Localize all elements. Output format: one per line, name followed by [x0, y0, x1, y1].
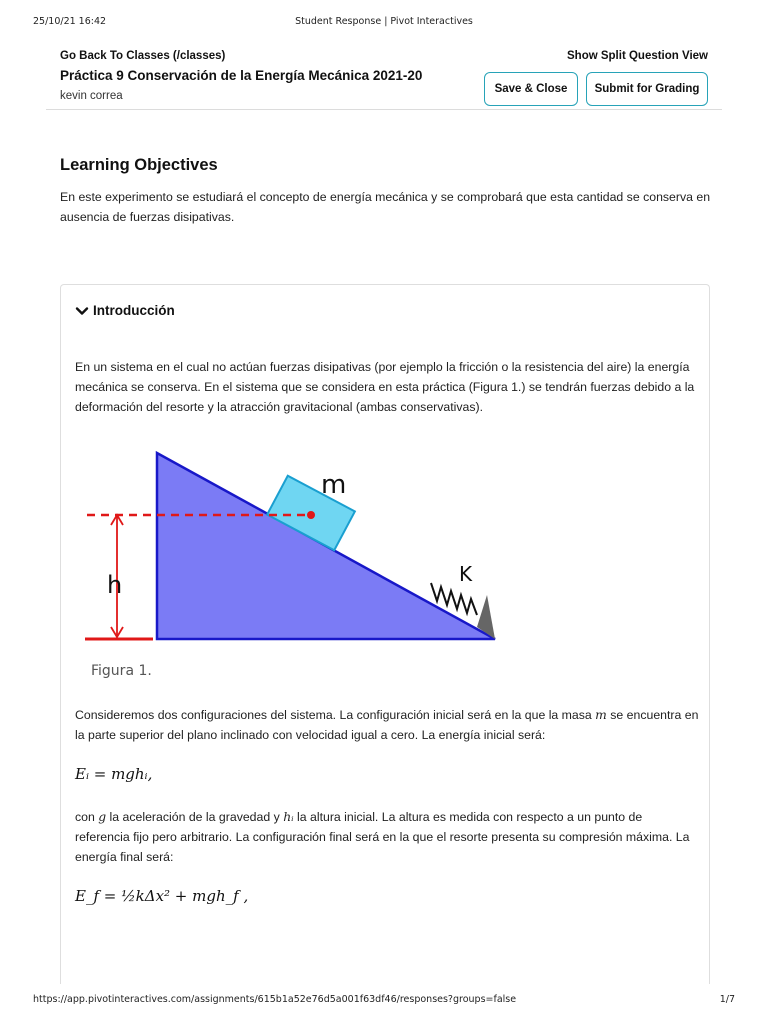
figure-inclined-plane — [79, 445, 509, 685]
learning-objectives-text: En este experimento se estudiará el concepto de energía mecánica y se comprobará que esta cantidad se conserva en ausencia de fuerzas disipativas. — [60, 190, 711, 224]
print-page-number: 1/7 — [719, 994, 735, 1005]
figure-caption: Figura 1. — [91, 663, 152, 679]
student-name: kevin correa — [60, 90, 123, 102]
equation-final-energy: E_f = ½kΔx² + mgh_f , — [75, 887, 249, 905]
print-header — [0, 16, 768, 30]
chevron-down-icon — [75, 304, 89, 318]
figure-label-height: h — [107, 571, 123, 599]
introduction-toggle[interactable] — [75, 303, 175, 318]
introduction-paragraph-3: con g la aceleración de la gravedad y hᵢ la altura inicial. La altura es medida con respecto a un punto de referencia fijo pero arbitrario. La configuración final será en la que el resorte presenta su compresión máxima. La energía final será: — [75, 810, 690, 864]
print-document-title: Student Response | Pivot Interactives — [295, 16, 473, 27]
figure-label-spring: K — [459, 562, 473, 586]
save-close-button[interactable]: Save & Close — [484, 72, 578, 106]
print-footer — [0, 994, 768, 1008]
center-of-mass-dot — [307, 511, 315, 519]
equation-initial-energy: Eᵢ = mghᵢ, — [75, 765, 153, 783]
submit-for-grading-button[interactable]: Submit for Grading — [586, 72, 708, 106]
assignment-title: Práctica 9 Conservación de la Energía Mecánica 2021-20 — [60, 68, 423, 83]
learning-objectives-heading: Learning Objectives — [60, 156, 218, 174]
introduction-section — [60, 284, 710, 984]
introduction-paragraph-1: En un sistema en el cual no actúan fuerzas disipativas (por ejemplo la fricción o la resistencia del aire) la energía mecánica se conserva. En el sistema que se considera en esta práctica (Figura 1.) se tendrán fuerzas debido a la deformación del resorte y la atracción gravitacional (ambas conservativas). — [75, 360, 695, 414]
introduction-paragraph-2: Consideremos dos configuraciones del sistema. La configuración inicial será en la que la masa m se encuentra en la parte superior del plano inclinado con velocidad igual a cero. La energía inicial será: — [75, 708, 699, 742]
back-to-classes-link[interactable]: Go Back To Classes (/classes) — [60, 50, 226, 62]
assignment-header — [46, 44, 722, 110]
introduction-heading: Introducción — [93, 303, 175, 318]
print-timestamp: 25/10/21 16:42 — [33, 16, 107, 27]
figure-label-mass: m — [321, 470, 347, 500]
show-split-view-link[interactable]: Show Split Question View — [567, 50, 708, 62]
print-url: https://app.pivotinteractives.com/assignments/615b1a52e76d5a001f63df46/responses?groups=false — [33, 994, 517, 1005]
